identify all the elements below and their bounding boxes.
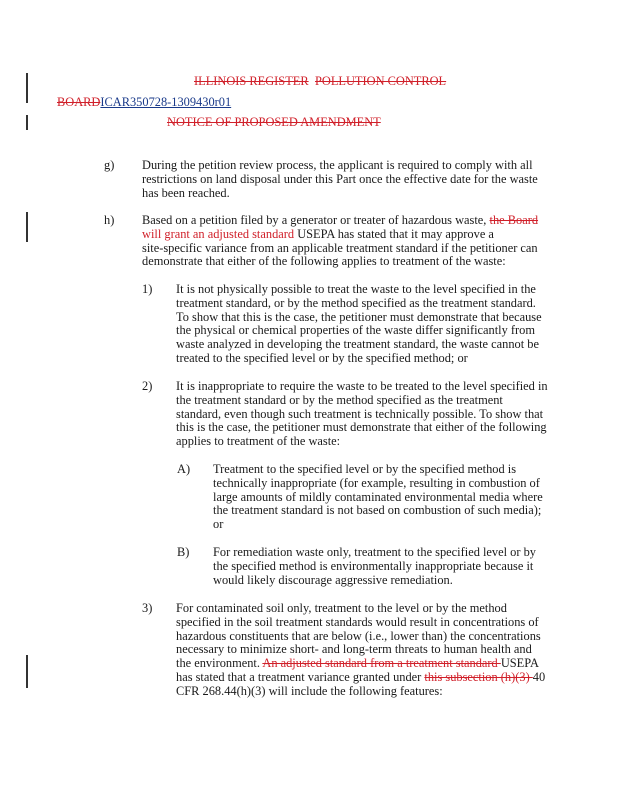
- paragraph-label: g): [104, 158, 115, 172]
- paragraph-label: 3): [142, 601, 153, 615]
- text-line: [142, 187, 538, 201]
- text-line: [142, 242, 538, 256]
- text-segment: necessary to minimize short- and long-term threats to human health and: [176, 642, 532, 657]
- text-line: [176, 421, 548, 435]
- paragraph-text: [176, 283, 542, 366]
- text-segment: the treatment standard is not based on combustion of such media);: [213, 503, 542, 518]
- text-line: [176, 283, 542, 297]
- text-line: [176, 297, 542, 311]
- text-segment: technically inappropriate (for example, resulting in combustion of: [213, 475, 540, 490]
- text-line: [176, 657, 545, 671]
- paragraph-text: [213, 546, 536, 587]
- notice-title: NOTICE OF PROPOSED AMENDMENT: [167, 115, 381, 129]
- text-segment: treated to the specified level or by the specified method; or: [176, 350, 468, 365]
- text-line: [176, 643, 545, 657]
- inserted-text: will grant an adjusted standard: [142, 226, 295, 241]
- text-line: [176, 435, 548, 449]
- text-segment: For contaminated soil only, treatment to the level or by the method: [176, 601, 507, 615]
- text-segment: It is not physically possible to treat the waste to the level specified in the: [176, 282, 536, 296]
- text-segment: Treatment to the specified level or by the specified method is: [213, 462, 517, 476]
- text-line: [142, 255, 538, 269]
- text-line: [176, 630, 545, 644]
- change-bar: [26, 212, 28, 242]
- paragraph-text: [142, 214, 538, 269]
- text-line: [213, 546, 536, 560]
- paragraph-text: [213, 463, 543, 532]
- text-segment: To show that this is the case, the petitioner must demonstrate that because: [176, 309, 542, 324]
- text-segment: CFR 268.44(h)(3) will include the following features:: [176, 683, 443, 698]
- text-line: [213, 504, 543, 518]
- text-segment: During the petition review process, the applicant is required to comply with all: [142, 158, 533, 172]
- text-segment: Based on a petition filed by a generator or treater of hazardous waste,: [142, 213, 490, 227]
- text-segment: would likely discourage aggressive remediation.: [213, 572, 453, 587]
- text-line: [176, 352, 542, 366]
- text-line: [176, 394, 548, 408]
- text-line: [176, 324, 542, 338]
- text-segment: USEPA: [500, 656, 539, 671]
- text-line: [142, 159, 538, 173]
- text-segment: has been reached.: [142, 185, 230, 200]
- text-line: [176, 311, 542, 325]
- paragraph-text: [142, 159, 538, 200]
- text-segment: large amounts of mildly contaminated environmental media where: [213, 489, 543, 504]
- paragraph-text: [176, 602, 545, 699]
- text-line: [176, 380, 548, 394]
- text-line: [176, 616, 545, 630]
- text-line: [213, 477, 543, 491]
- text-segment: treatment standard, or by the method specified as the treatment standard.: [176, 295, 536, 310]
- text-segment: hazardous constituents that are below (i.e., lower than) the concentrations: [176, 628, 541, 643]
- header-register: ILLINOIS REGISTER: [194, 74, 309, 88]
- paragraph-label: A): [177, 462, 191, 476]
- text-segment: the environment.: [176, 656, 263, 671]
- change-bar: [26, 655, 28, 688]
- text-line: [213, 574, 536, 588]
- paragraph-label: 1): [142, 282, 153, 296]
- deleted-text: this subsection (h)(3): [424, 669, 533, 684]
- text-segment: the physical or chemical properties of the waste differ significantly from: [176, 323, 535, 338]
- text-line: [176, 685, 545, 699]
- text-segment: 40: [532, 669, 546, 684]
- deleted-text: the Board: [489, 213, 539, 227]
- paragraph-text: [176, 380, 548, 449]
- text-line: [176, 408, 548, 422]
- text-line: [213, 463, 543, 477]
- text-line: [213, 560, 536, 574]
- text-line: [142, 214, 538, 228]
- text-segment: the specified method is environmentally inappropriate because it: [213, 558, 534, 573]
- text-line: [213, 491, 543, 505]
- text-segment: applies to treatment of the waste:: [176, 434, 341, 449]
- text-line: [142, 228, 538, 242]
- text-line: [213, 518, 543, 532]
- text-segment: this is the case, the petitioner must demonstrate that either of the following: [176, 420, 547, 435]
- doc-id-link[interactable]: ICAR350728-1309430r01: [100, 95, 232, 109]
- change-bar: [26, 115, 28, 130]
- text-segment: has stated that a treatment variance granted under: [176, 669, 425, 684]
- text-line: [176, 338, 542, 352]
- text-segment: waste analyzed in developing the treatment standard, the waste cannot be: [176, 337, 539, 352]
- paragraph-label: 2): [142, 379, 153, 393]
- header-agency: POLLUTION CONTROL: [315, 74, 447, 88]
- text-segment: For remediation waste only, treatment to the specified level or by: [213, 545, 536, 559]
- header-line-2: [57, 96, 231, 110]
- text-segment: demonstrate that either of the following applies to treatment of the waste:: [142, 254, 506, 269]
- text-segment: the treatment standard or by the method specified as the treatment: [176, 392, 503, 407]
- text-segment: restrictions on land disposal under this Part once the effective date for the waste: [142, 171, 538, 186]
- text-line: [142, 173, 538, 187]
- text-segment: specified in the soil treatment standards would result in concentrations of: [176, 614, 539, 629]
- deleted-text: An adjusted standard from a treatment standard: [262, 656, 501, 671]
- paragraph-label: h): [104, 213, 115, 227]
- text-segment: It is inappropriate to require the waste to be treated to the level specified in: [176, 379, 548, 393]
- text-segment: USEPA has stated that it may approve a: [294, 226, 494, 241]
- text-line: [176, 671, 545, 685]
- paragraph-label: B): [177, 545, 190, 559]
- text-line: [176, 602, 545, 616]
- text-segment: site-specific variance from an applicable treatment standard if the petitioner can: [142, 240, 538, 255]
- header-board: BOARD: [57, 95, 101, 109]
- change-bar: [26, 73, 28, 103]
- text-segment: standard, even though such treatment is technically possible. To show that: [176, 406, 544, 421]
- text-segment: or: [213, 517, 224, 532]
